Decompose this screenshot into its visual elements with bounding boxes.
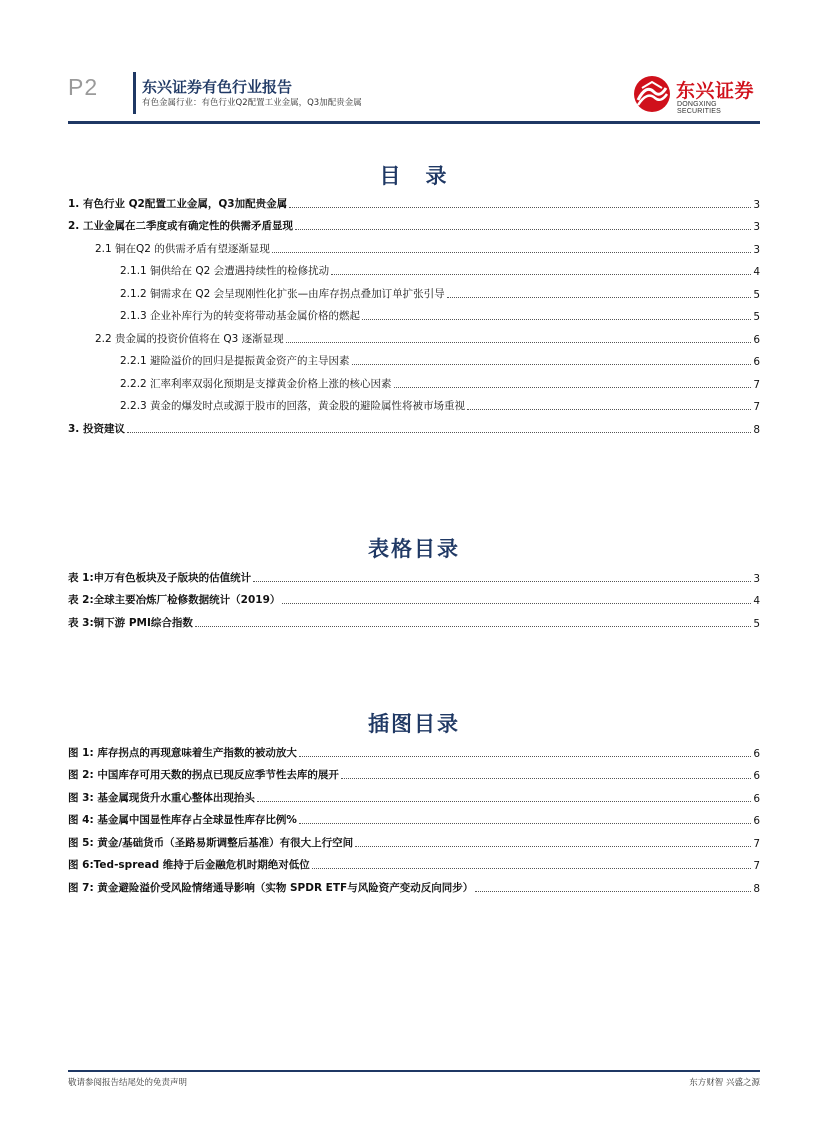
leader-dots: [272, 252, 751, 253]
header-rule: [68, 121, 760, 124]
toc-entry-label: 表 1:申万有色板块及子版块的估值统计: [68, 571, 252, 584]
leader-dots: [352, 364, 752, 365]
toc-entry[interactable]: [68, 233, 760, 256]
toc-entry-page: 5: [753, 311, 760, 323]
logo-english-name: DONGXING SECURITIES: [677, 101, 722, 115]
toc-entry-label: 2.2.1 避险溢价的回归是提振黄金资产的主导因素: [120, 355, 350, 367]
toc-entry-page: 4: [753, 595, 760, 607]
toc-title: 目 录: [379, 164, 449, 188]
toc-entry[interactable]: [68, 323, 760, 346]
toc-list: [68, 188, 760, 436]
toc-entry-label: 2.1.2 铜需求在 Q2 会呈现刚性化扩张—由库存拐点叠加订单扩张引导: [120, 287, 445, 300]
figures-toc-list: [68, 737, 760, 895]
figures-toc-title: 插图目录: [368, 712, 460, 736]
logo-emblem-icon: [632, 74, 672, 114]
toc-entry[interactable]: [68, 346, 760, 369]
toc-entry[interactable]: [68, 391, 760, 414]
toc-entry-label: 2.2.3 黄金的爆发时点或源于股市的回落，黄金股的避险属性将被市场重视: [120, 400, 466, 412]
figure-toc-entry[interactable]: [68, 737, 760, 760]
figure-toc-entry[interactable]: [68, 827, 760, 850]
toc-entry-label: 2. 工业金属在二季度或有确定性的供需矛盾显现: [68, 220, 293, 232]
toc-entry-label: 2.1 铜在Q2 的供需矛盾有望逐渐显现: [95, 242, 270, 255]
leader-dots: [299, 823, 751, 824]
report-title: 东兴证券有色行业报告: [142, 78, 293, 96]
toc-entry-page: 6: [753, 792, 760, 805]
toc-entry-page: 7: [753, 378, 760, 391]
leader-dots: [295, 229, 751, 230]
leader-dots: [299, 756, 751, 757]
toc-entry-label: 图 2: 中国库存可用天数的拐点已现反应季节性去库的展开: [68, 769, 339, 781]
table-toc-entry[interactable]: [68, 585, 760, 608]
toc-entry[interactable]: [68, 368, 760, 391]
figure-toc-entry[interactable]: [68, 872, 760, 895]
toc-entry[interactable]: [68, 256, 760, 279]
toc-entry-page: 8: [753, 882, 760, 895]
toc-entry-label: 表 2:全球主要冶炼厂检修数据统计（2019）: [68, 594, 281, 606]
toc-entry[interactable]: [68, 278, 760, 301]
leader-dots: [289, 207, 751, 208]
leader-dots: [467, 409, 751, 410]
page-number: P2: [68, 74, 99, 100]
toc-entry-page: 3: [753, 572, 760, 585]
leader-dots: [475, 891, 751, 892]
toc-entry[interactable]: [68, 211, 760, 234]
footer-slogan: 东方财智 兴盛之源: [689, 1078, 760, 1088]
toc-entry-label: 图 1: 库存拐点的再现意味着生产指数的被动放大: [68, 746, 297, 759]
toc-entry-page: 3: [753, 221, 760, 233]
toc-entry-label: 2.2.2 汇率利率双弱化预期是支撑黄金价格上涨的核心因素: [120, 377, 392, 390]
leader-dots: [195, 626, 751, 627]
leader-dots: [355, 846, 751, 847]
leader-dots: [253, 581, 751, 582]
tables-toc-title: 表格目录: [368, 537, 460, 561]
figure-toc-entry[interactable]: [68, 782, 760, 805]
tables-toc-list: [68, 562, 760, 630]
toc-entry-page: 3: [753, 243, 760, 256]
leader-dots: [341, 778, 751, 779]
toc-entry-page: 5: [753, 617, 760, 630]
toc-entry-label: 图 6:Ted-spread 维持于后金融危机时期绝对低位: [68, 859, 310, 871]
header-divider: [133, 72, 136, 114]
leader-dots: [394, 387, 752, 388]
leader-dots: [282, 603, 751, 604]
toc-entry-page: 6: [753, 770, 760, 782]
toc-entry-label: 2.1.1 铜供给在 Q2 会遭遇持续性的检修扰动: [120, 265, 330, 277]
table-toc-entry[interactable]: [68, 607, 760, 630]
toc-entry-label: 1. 有色行业 Q2配置工业金属，Q3加配贵金属: [68, 197, 288, 210]
toc-entry-page: 4: [753, 266, 760, 278]
toc-entry[interactable]: [68, 413, 760, 436]
toc-entry-label: 3. 投资建议: [68, 422, 125, 435]
leader-dots: [286, 342, 752, 343]
figure-toc-entry[interactable]: [68, 760, 760, 783]
toc-entry-page: 7: [753, 860, 760, 872]
toc-entry-page: 6: [753, 747, 760, 760]
leader-dots: [312, 868, 752, 869]
leader-dots: [447, 297, 752, 298]
leader-dots: [257, 801, 751, 802]
footer-rule: [68, 1070, 760, 1072]
toc-entry[interactable]: [68, 188, 760, 211]
company-logo: [630, 72, 760, 116]
toc-entry-label: 2.2 贵金属的投资价值将在 Q3 逐渐显现: [95, 332, 284, 345]
toc-entry-page: 7: [753, 401, 760, 413]
leader-dots: [127, 432, 751, 433]
toc-entry-page: 7: [753, 837, 760, 850]
toc-entry-label: 表 3:铜下游 PMI综合指数: [68, 616, 193, 629]
logo-name: 东兴证券: [676, 80, 755, 102]
toc-entry-page: 6: [753, 333, 760, 346]
toc-entry-label: 图 5: 黄金/基础货币（圣路易斯调整后基准）有很大上行空间: [68, 836, 354, 849]
leader-dots: [331, 274, 751, 275]
toc-entry-page: 6: [753, 815, 760, 827]
toc-entry[interactable]: [68, 301, 760, 324]
leader-dots: [362, 319, 751, 320]
table-toc-entry[interactable]: [68, 562, 760, 585]
toc-entry-page: 6: [753, 356, 760, 368]
figure-toc-entry[interactable]: [68, 805, 760, 828]
toc-entry-label: 2.1.3 企业补库行为的转变将带动基金属价格的燃起: [120, 310, 361, 322]
report-subtitle: 有色金属行业：有色行业Q2配置工业金属，Q3加配贵金属: [142, 98, 362, 108]
toc-entry-page: 3: [753, 198, 760, 211]
toc-entry-label: 图 7: 黄金避险溢价受风险情绪通导影响（实物 SPDR ETF与风险资产变动反向同步）: [68, 881, 474, 894]
toc-entry-page: 5: [753, 288, 760, 301]
toc-entry-page: 8: [753, 423, 760, 436]
toc-entry-label: 图 3: 基金属现货升水重心整体出现抬头: [68, 791, 255, 804]
figure-toc-entry[interactable]: [68, 850, 760, 873]
footer-disclaimer: 敬请参阅报告结尾处的免责声明: [68, 1078, 188, 1088]
toc-entry-label: 图 4: 基金属中国显性库存占全球显性库存比例%: [68, 814, 297, 826]
